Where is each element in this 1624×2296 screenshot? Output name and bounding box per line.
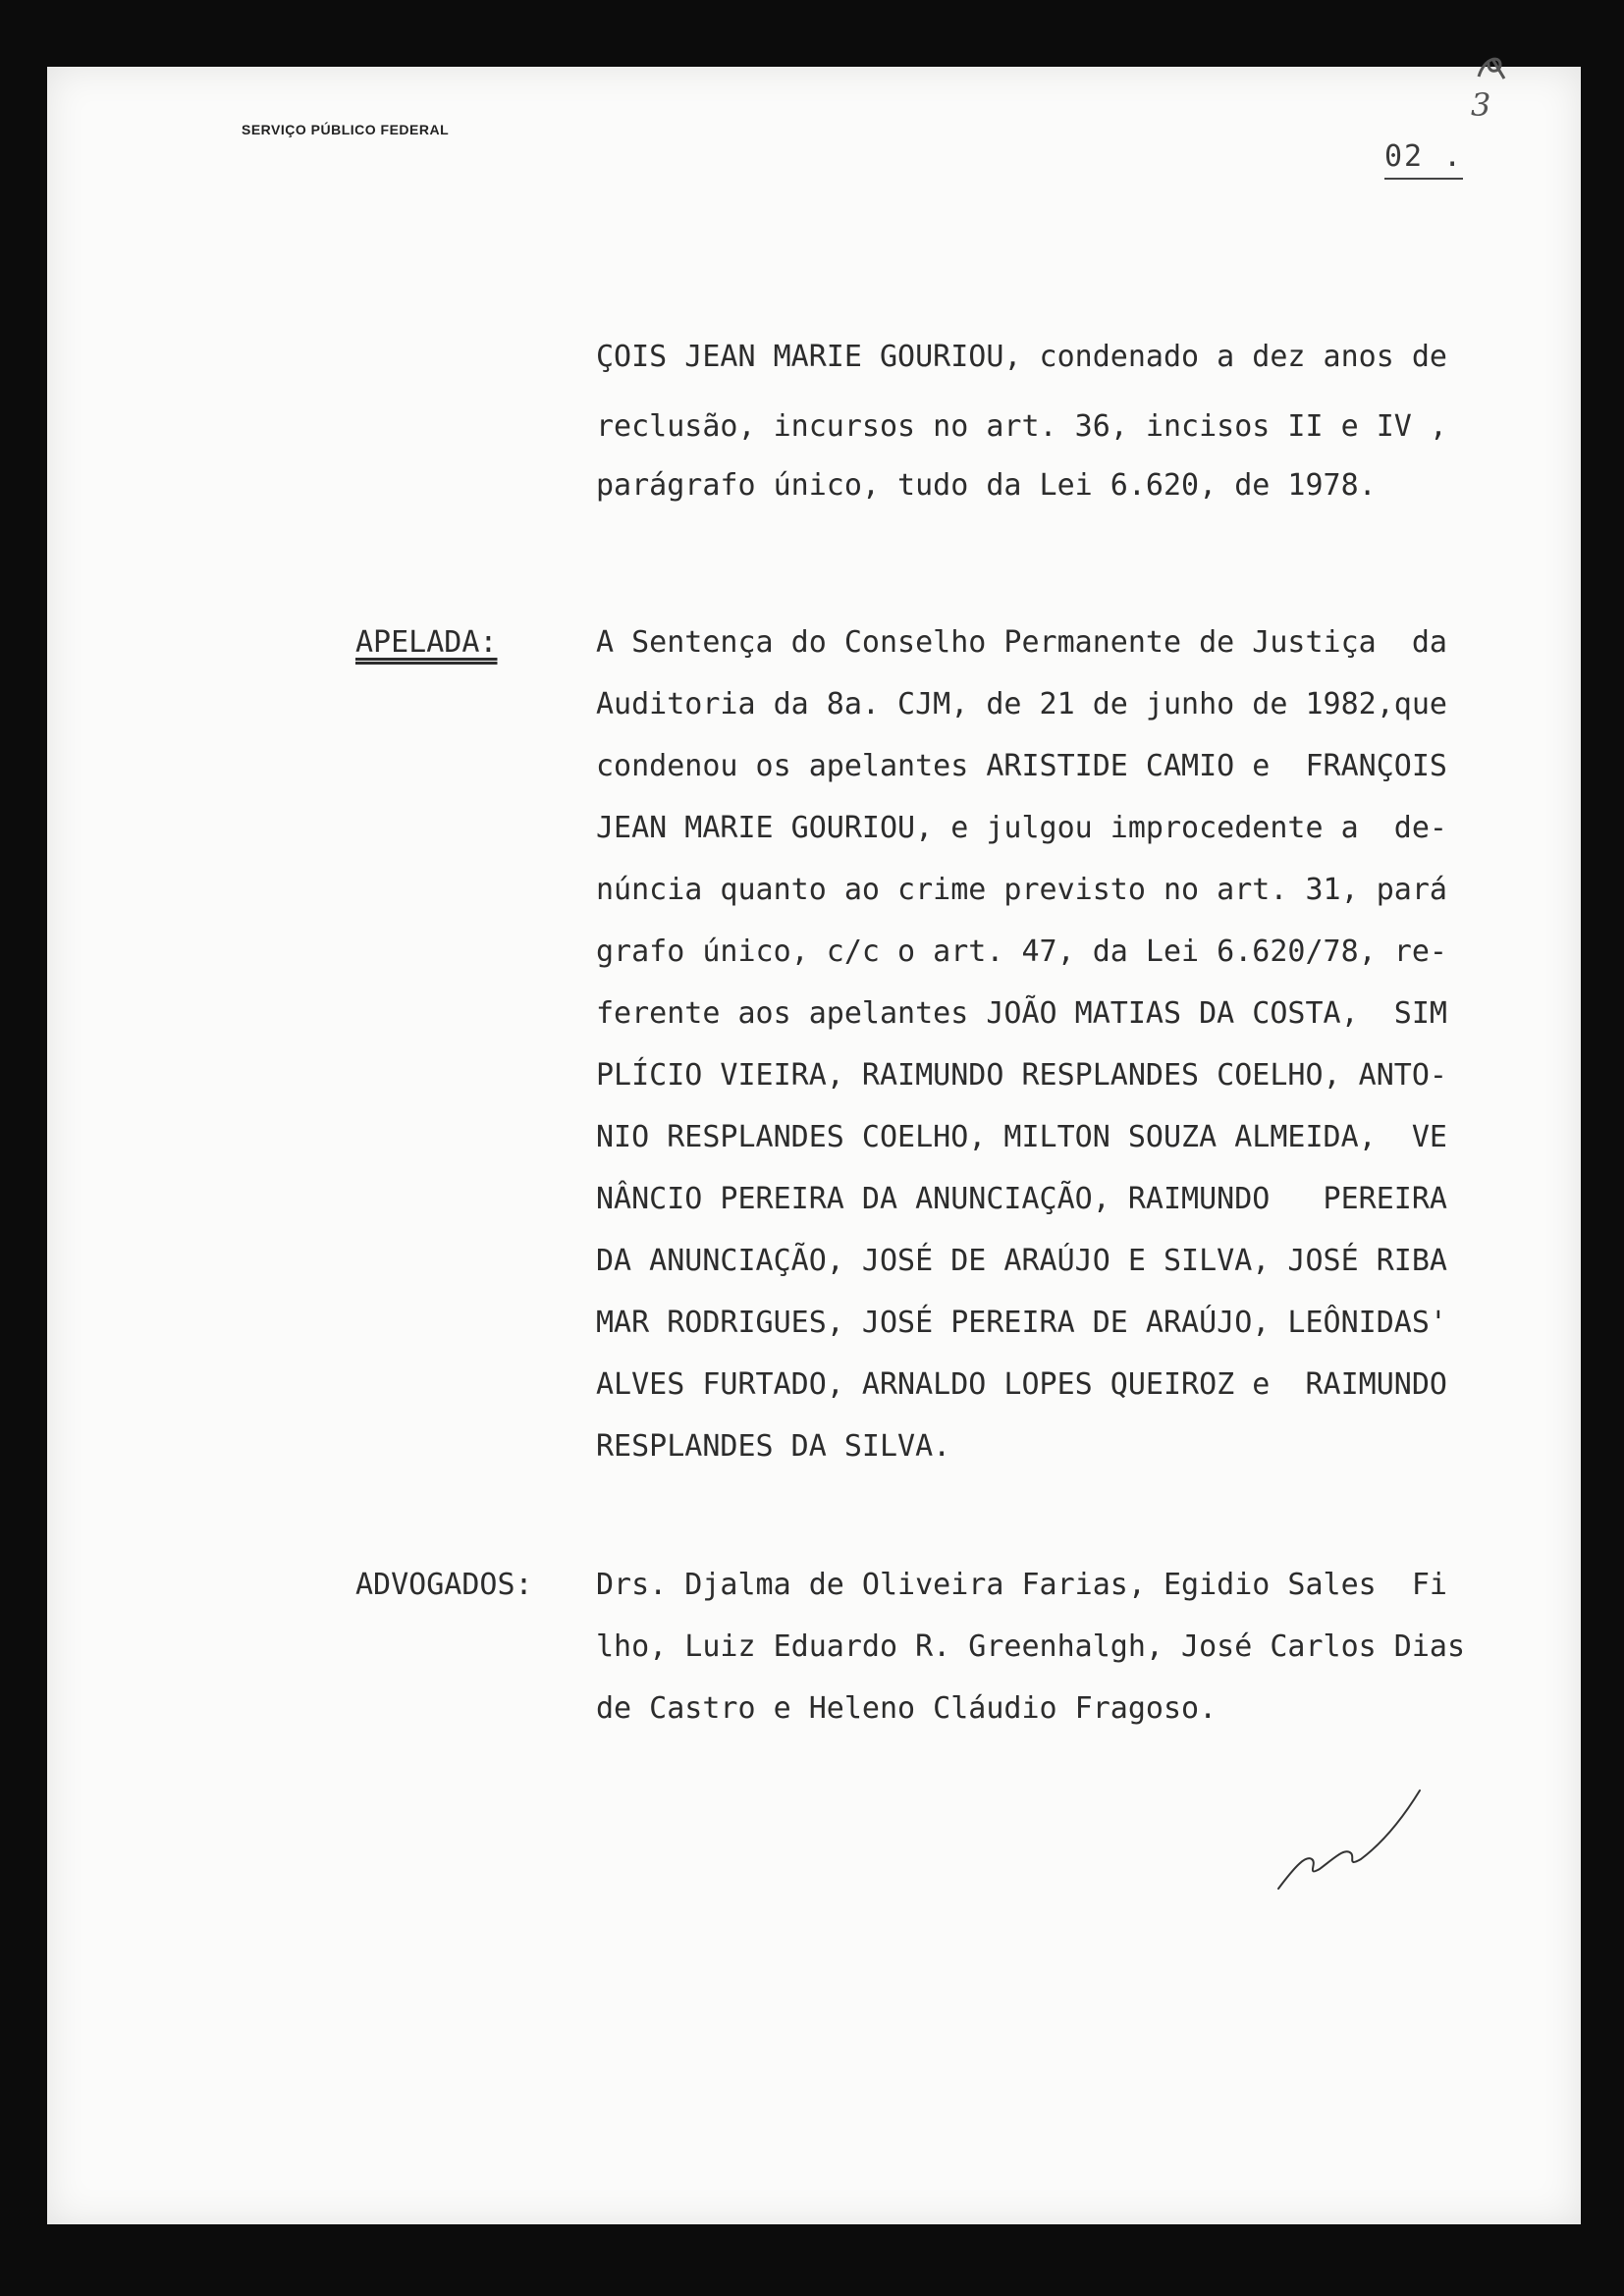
- apelada-line: JEAN MARIE GOURIOU, e julgou improcedente a de-: [596, 811, 1447, 845]
- apelada-line: MAR RODRIGUES, JOSÉ PEREIRA DE ARAÚJO, LEÔNIDAS': [596, 1306, 1447, 1340]
- apelada-line: condenou os apelantes ARISTIDE CAMIO e FRANÇOIS: [596, 749, 1447, 783]
- signature-initials: [1276, 1787, 1434, 1895]
- advogados-line: lho, Luiz Eduardo R. Greenhalgh, José Carlos Dias: [596, 1629, 1466, 1664]
- advogados-label: ADVOGADOS:: [355, 1568, 533, 1602]
- continuation-line: reclusão, incursos no art. 36, incisos II e IV ,: [596, 409, 1447, 444]
- apelada-line: A Sentença do Conselho Permanente de Justiça da: [596, 625, 1447, 660]
- advogados-line: Drs. Djalma de Oliveira Farias, Egidio Sales Fi: [596, 1568, 1447, 1602]
- apelada-line: NIO RESPLANDES COELHO, MILTON SOUZA ALMEIDA, VE: [596, 1120, 1447, 1154]
- apelada-line: grafo único, c/c o art. 47, da Lei 6.620/78, re-: [596, 934, 1447, 969]
- apelada-line: ALVES FURTADO, ARNALDO LOPES QUEIROZ e RAIMUNDO: [596, 1367, 1447, 1402]
- folio-stamp: [1471, 51, 1510, 124]
- apelada-line: Auditoria da 8a. CJM, de 21 de junho de 1982,que: [596, 687, 1447, 721]
- continuation-line: ÇOIS JEAN MARIE GOURIOU, condenado a dez anos de: [596, 340, 1447, 374]
- folio-mark-icon: [1471, 51, 1510, 86]
- apelada-line: DA ANUNCIAÇÃO, JOSÉ DE ARAÚJO E SILVA, JOSÉ RIBA: [596, 1244, 1447, 1278]
- apelada-line: RESPLANDES DA SILVA.: [596, 1429, 951, 1464]
- apelada-label: APELADA:: [355, 625, 498, 660]
- folio-number: 3: [1471, 86, 1491, 124]
- apelada-line: PLÍCIO VIEIRA, RAIMUNDO RESPLANDES COELHO, ANTO-: [596, 1058, 1447, 1093]
- letterhead: SERVIÇO PÚBLICO FEDERAL: [242, 122, 450, 137]
- apelada-line: ferente aos apelantes JOÃO MATIAS DA COSTA, SIM: [596, 996, 1447, 1031]
- advogados-line: de Castro e Heleno Cláudio Fragoso.: [596, 1691, 1218, 1726]
- apelada-line: NÂNCIO PEREIRA DA ANUNCIAÇÃO, RAIMUNDO PEREIRA: [596, 1182, 1447, 1216]
- apelada-line: núncia quanto ao crime previsto no art. 31, pará: [596, 873, 1447, 907]
- continuation-line: parágrafo único, tudo da Lei 6.620, de 1978.: [596, 468, 1377, 503]
- page-number: 02 .: [1384, 139, 1463, 180]
